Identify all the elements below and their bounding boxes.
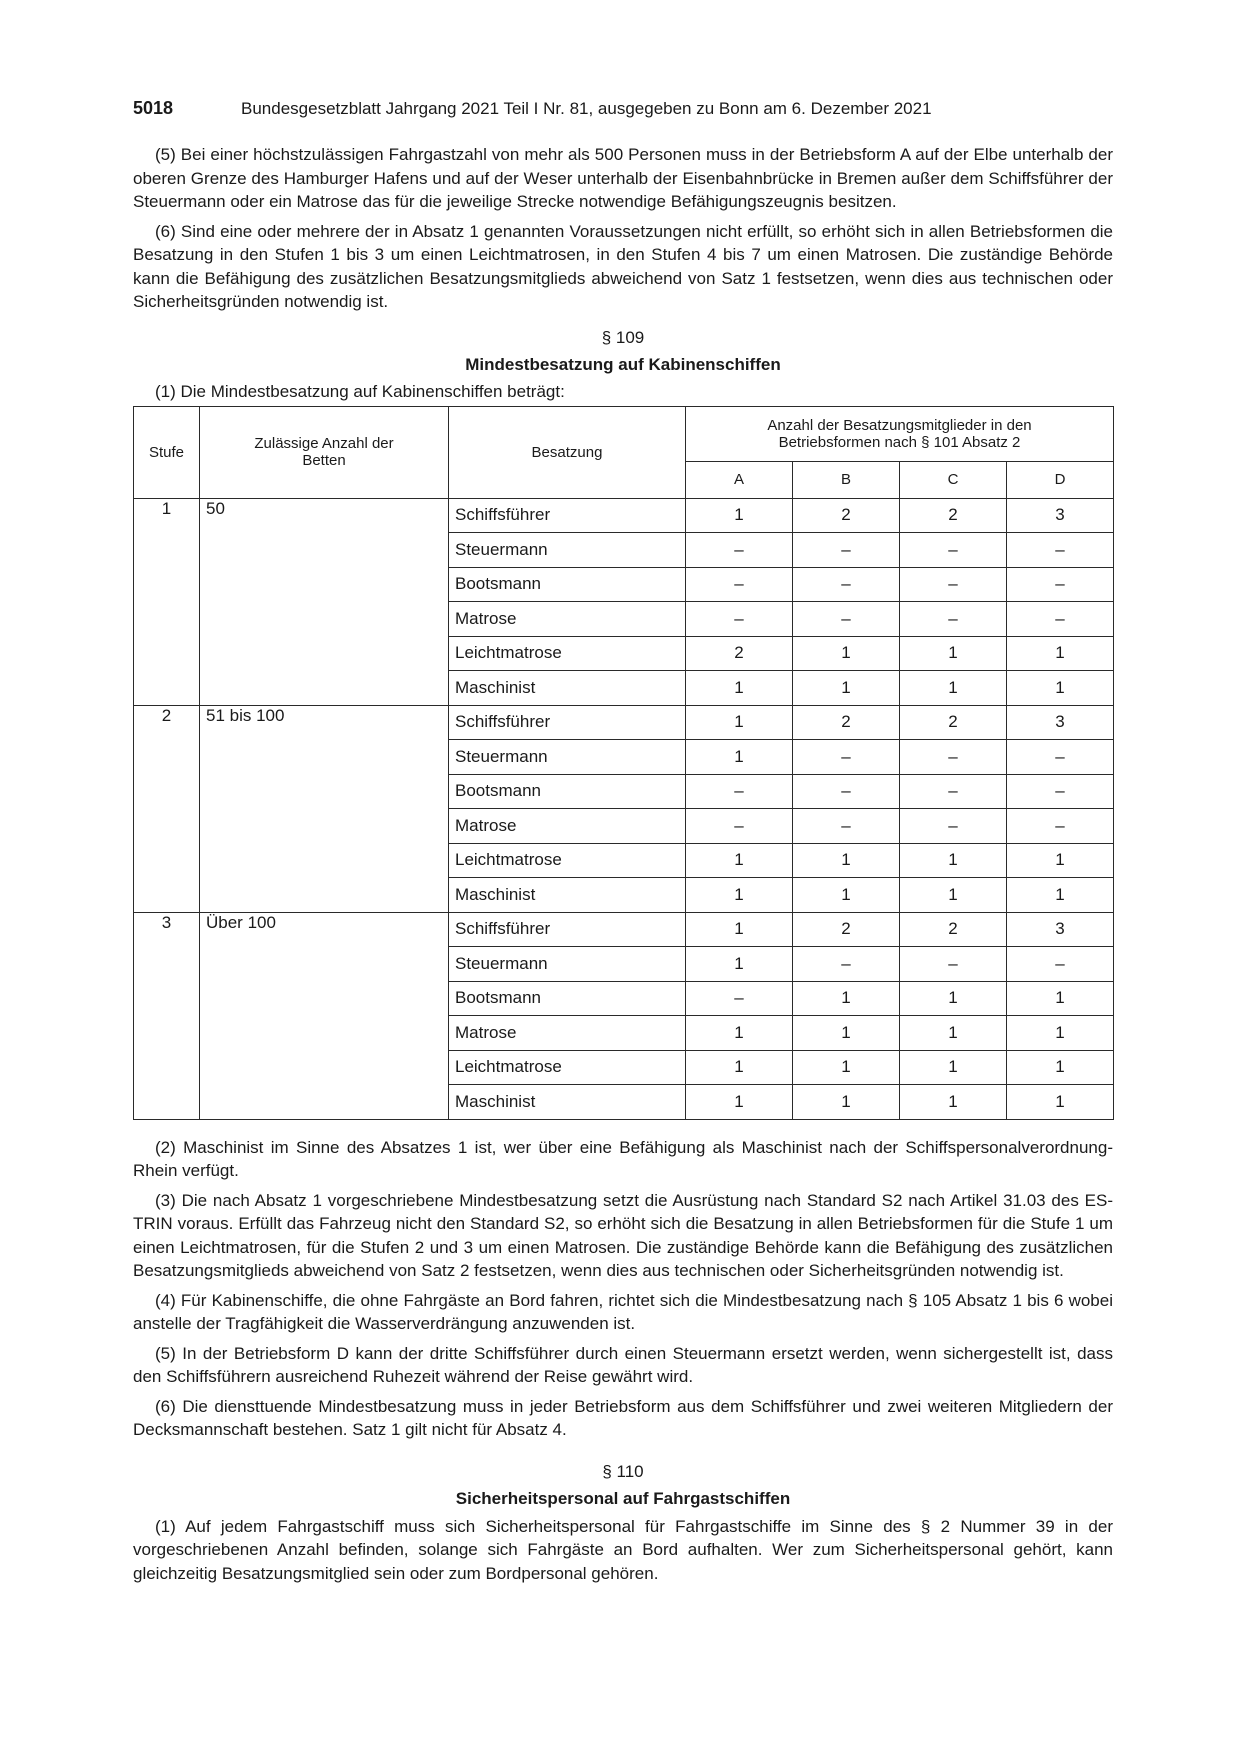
cell-form-b: 1 xyxy=(793,981,900,1016)
cell-form-b: 1 xyxy=(793,843,900,878)
paragraph: (1) Auf jedem Fahrgastschiff muss sich Sicherheitspersonal für Fahrgastschiffe im Sinne des § 2 Nummer 39 in der vorgeschriebenen Anzahl befinden, solange sich Fahrgäste an Bord aufhalten. Wer zum Sicherheitspersonal gehört, kann gleichzeitig Besatzungsmitglied sein oder zum Bordpersonal gehören. xyxy=(133,1516,1113,1583)
cell-form-c: 1 xyxy=(900,843,1007,878)
cell-form-c: 1 xyxy=(900,671,1007,706)
cell-form-d: 3 xyxy=(1007,912,1114,947)
crew-table-body xyxy=(134,498,1114,1119)
cell-form-a: 1 xyxy=(686,498,793,533)
cell-form-c: 1 xyxy=(900,1016,1007,1051)
cell-stufe: 2 xyxy=(134,705,200,912)
paragraph: (2) Maschinist im Sinne des Absatzes 1 ist, wer über eine Befähigung als Maschinist nach der Schiffspersonalverordnung-Rhein verfügt. xyxy=(133,1137,1113,1180)
cell-form-c: 2 xyxy=(900,498,1007,533)
section-title: Mindestbesatzung auf Kabinenschiffen xyxy=(465,354,781,374)
header-besatzung: Besatzung xyxy=(449,406,686,498)
paragraph: (5) In der Betriebsform D kann der dritte Schiffsführer durch einen Steuermann ersetzt werden, wenn sichergestellt ist, dass den Schiffsführern ausreichend Ruhezeit während der Reise gewährt wird. xyxy=(133,1343,1113,1386)
paragraph: (3) Die nach Absatz 1 vorgeschriebene Mindestbesatzung setzt die Ausrüstung nach Standard S2 nach Artikel 31.03 des ES-TRIN voraus. Erfüllt das Fahrzeug nicht den Standard S2, so erhöht sich die Besatzung in allen Betriebsformen für die Stufe 1 um einen Leichtmatrosen, für die Stufen 2 und 3 um einen Matrosen. Die zuständige Behörde kann die Befähigung des zusätzlichen Besatzungsmitglieds abweichend von Satz 2 festsetzen, wenn dies aus technischen oder Sicherheitsgründen notwendig ist. xyxy=(133,1190,1113,1280)
cell-form-d: 1 xyxy=(1007,878,1114,913)
cell-role: Schiffsführer xyxy=(449,912,686,947)
cell-form-a: – xyxy=(686,809,793,844)
cell-role: Bootsmann xyxy=(449,774,686,809)
cell-form-a: – xyxy=(686,774,793,809)
cell-form-a: 1 xyxy=(686,1016,793,1051)
section-number: § 110 xyxy=(602,1461,644,1481)
gazette-title: Bundesgesetzblatt Jahrgang 2021 Teil I Nr. 81, ausgegeben zu Bonn am 6. Dezember 2021 xyxy=(241,99,932,118)
cell-form-d: 1 xyxy=(1007,981,1114,1016)
cell-form-b: – xyxy=(793,774,900,809)
cell-form-d: 1 xyxy=(1007,1050,1114,1085)
cell-form-c: – xyxy=(900,740,1007,775)
cell-role: Matrose xyxy=(449,809,686,844)
table-row xyxy=(134,912,1114,947)
cell-form-b: – xyxy=(793,947,900,982)
cell-role: Matrose xyxy=(449,602,686,637)
header-stufe: Stufe xyxy=(134,406,200,498)
cell-form-c: 1 xyxy=(900,981,1007,1016)
cell-form-d: – xyxy=(1007,567,1114,602)
cell-form-b: – xyxy=(793,567,900,602)
cell-form-c: – xyxy=(900,947,1007,982)
paragraph: (6) Sind eine oder mehrere der in Absatz 1 genannten Voraussetzungen nicht erfüllt, so erhöht sich in allen Betriebsformen die Besatzung in den Stufen 1 bis 3 um einen Leichtmatrosen, in den Stufen 4 bis 7 um einen Matrosen. Die zuständige Behörde kann die Befähigung des zusätzlichen Besatzungsmitglieds abweichend von Satz 1 festsetzen, wenn dies aus technischen oder Sicherheitsgründen notwendig ist. xyxy=(133,221,1113,311)
cell-form-c: 2 xyxy=(900,912,1007,947)
cell-form-c: 1 xyxy=(900,1085,1007,1120)
paragraph: (5) Bei einer höchstzulässigen Fahrgastzahl von mehr als 500 Personen muss in der Betriebsform A auf der Elbe unterhalb der oberen Grenze des Hamburger Hafens und auf der Weser unterhalb der Eisenbahnbrücke in Bremen außer dem Schiffsführer der Steuermann oder ein Matrose das für die jeweilige Strecke notwendige Befähigungszeugnis besitzen. xyxy=(133,145,1113,211)
paragraph: (1) Die Mindestbesatzung auf Kabinenschiffen beträgt: xyxy=(155,381,565,401)
cell-role: Steuermann xyxy=(449,533,686,568)
header-form-d: D xyxy=(1007,461,1114,498)
cell-form-d: 3 xyxy=(1007,705,1114,740)
header-form-c: C xyxy=(900,461,1007,498)
section-number: § 109 xyxy=(601,327,645,347)
header-form-b: B xyxy=(793,461,900,498)
header-anzahl: Anzahl der Besatzungsmitglieder in den Betriebsformen nach § 101 Absatz 2 xyxy=(686,406,1114,461)
cell-form-d: 1 xyxy=(1007,843,1114,878)
cell-form-c: 1 xyxy=(900,636,1007,671)
cell-form-d: 1 xyxy=(1007,1085,1114,1120)
section-title: Sicherheitspersonal auf Fahrgastschiffen xyxy=(455,1488,791,1508)
cell-form-b: 2 xyxy=(793,498,900,533)
cell-form-b: 2 xyxy=(793,912,900,947)
cell-form-b: – xyxy=(793,602,900,637)
cell-stufe: 1 xyxy=(134,498,200,705)
cell-form-a: 1 xyxy=(686,1050,793,1085)
header-betten: Zulässige Anzahl der Betten xyxy=(200,406,449,498)
crew-table xyxy=(133,406,1114,1120)
cell-betten: 51 bis 100 xyxy=(200,705,449,912)
cell-betten: Über 100 xyxy=(200,912,449,1119)
cell-role: Maschinist xyxy=(449,671,686,706)
cell-form-b: 1 xyxy=(793,636,900,671)
cell-form-b: 1 xyxy=(793,1016,900,1051)
cell-form-d: 1 xyxy=(1007,671,1114,706)
cell-form-b: – xyxy=(793,740,900,775)
cell-form-d: 1 xyxy=(1007,1016,1114,1051)
header-form-a: A xyxy=(686,461,793,498)
cell-form-a: 1 xyxy=(686,740,793,775)
cell-form-b: 2 xyxy=(793,705,900,740)
cell-form-b: 1 xyxy=(793,1050,900,1085)
cell-form-d: – xyxy=(1007,774,1114,809)
cell-form-b: – xyxy=(793,533,900,568)
paragraph: (6) Die diensttuende Mindestbesatzung muss in jeder Betriebsform aus dem Schiffsführer und zwei weiteren Mitgliedern der Decksmannschaft bestehen. Satz 1 gilt nicht für Absatz 4. xyxy=(133,1396,1113,1439)
cell-role: Steuermann xyxy=(449,740,686,775)
cell-form-c: – xyxy=(900,809,1007,844)
cell-form-d: – xyxy=(1007,947,1114,982)
cell-role: Schiffsführer xyxy=(449,705,686,740)
cell-form-d: – xyxy=(1007,809,1114,844)
cell-form-a: – xyxy=(686,981,793,1016)
cell-form-a: – xyxy=(686,533,793,568)
cell-form-a: 1 xyxy=(686,671,793,706)
cell-stufe: 3 xyxy=(134,912,200,1119)
cell-form-b: 1 xyxy=(793,671,900,706)
cell-form-a: 1 xyxy=(686,1085,793,1120)
cell-form-d: – xyxy=(1007,740,1114,775)
cell-role: Schiffsführer xyxy=(449,498,686,533)
cell-form-a: 1 xyxy=(686,878,793,913)
cell-role: Maschinist xyxy=(449,878,686,913)
cell-form-d: 1 xyxy=(1007,636,1114,671)
cell-form-c: – xyxy=(900,602,1007,637)
cell-role: Leichtmatrose xyxy=(449,843,686,878)
cell-form-b: 1 xyxy=(793,1085,900,1120)
cell-form-a: 1 xyxy=(686,912,793,947)
paragraph: (4) Für Kabinenschiffe, die ohne Fahrgäste an Bord fahren, richtet sich die Mindestbesatzung nach § 105 Absatz 1 bis 6 wobei anstelle der Tragfähigkeit die Wasserverdrängung anzuwenden ist. xyxy=(133,1290,1113,1333)
cell-form-c: 1 xyxy=(900,878,1007,913)
cell-form-c: – xyxy=(900,774,1007,809)
cell-form-b: – xyxy=(793,809,900,844)
cell-form-a: 1 xyxy=(686,947,793,982)
cell-role: Leichtmatrose xyxy=(449,1050,686,1085)
cell-role: Leichtmatrose xyxy=(449,636,686,671)
cell-form-c: – xyxy=(900,533,1007,568)
page-header xyxy=(133,98,1113,119)
document-page xyxy=(133,98,1113,1591)
cell-betten: 50 xyxy=(200,498,449,705)
cell-role: Steuermann xyxy=(449,947,686,982)
cell-role: Bootsmann xyxy=(449,567,686,602)
cell-role: Matrose xyxy=(449,1016,686,1051)
cell-form-a: – xyxy=(686,567,793,602)
cell-form-a: 1 xyxy=(686,843,793,878)
table-row xyxy=(134,498,1114,533)
cell-form-c: 2 xyxy=(900,705,1007,740)
cell-form-c: – xyxy=(900,567,1007,602)
cell-form-c: 1 xyxy=(900,1050,1007,1085)
cell-role: Maschinist xyxy=(449,1085,686,1120)
cell-form-a: – xyxy=(686,602,793,637)
cell-role: Bootsmann xyxy=(449,981,686,1016)
cell-form-b: 1 xyxy=(793,878,900,913)
table-row xyxy=(134,705,1114,740)
page-number: 5018 xyxy=(133,98,174,118)
cell-form-a: 1 xyxy=(686,705,793,740)
cell-form-d: – xyxy=(1007,602,1114,637)
cell-form-d: – xyxy=(1007,533,1114,568)
cell-form-d: 3 xyxy=(1007,498,1114,533)
cell-form-a: 2 xyxy=(686,636,793,671)
